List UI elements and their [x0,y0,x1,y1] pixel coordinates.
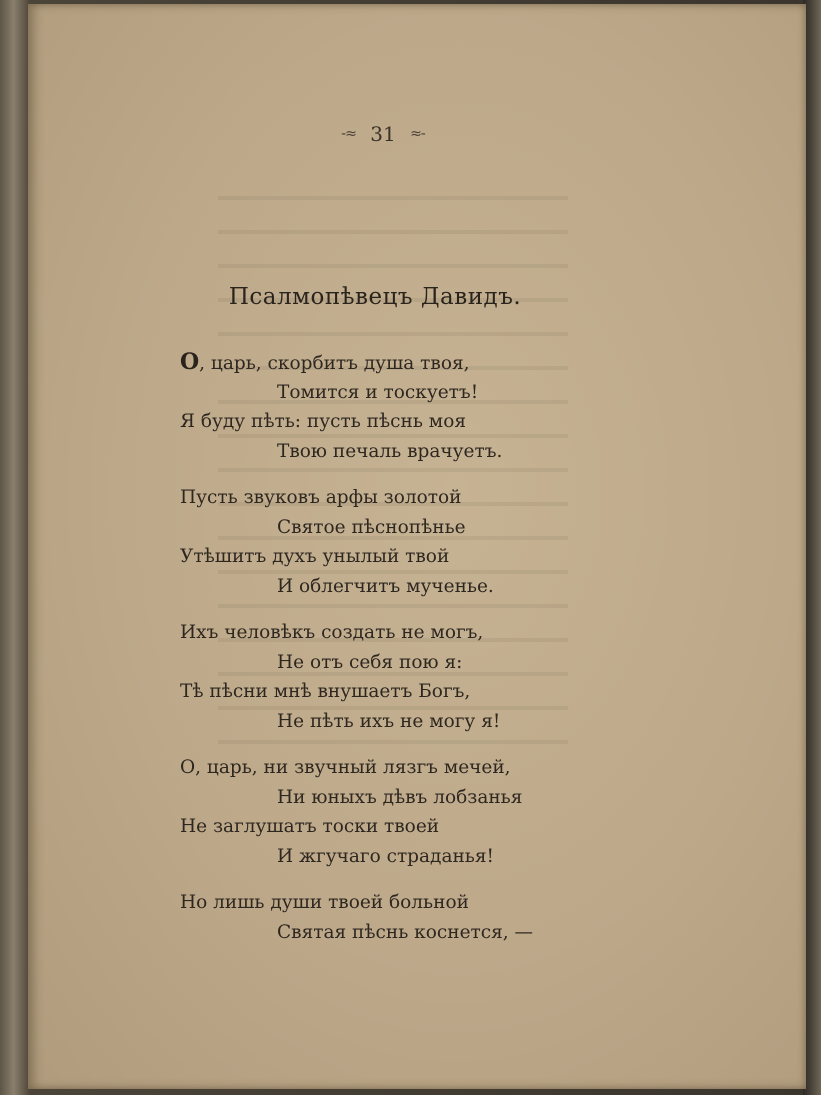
page-number-header [28,122,738,146]
poem-line: Не заглушатъ тоски твоей [180,816,440,837]
book-page [28,4,806,1089]
poem-line: Пусть звуковъ арфы золотой [180,487,462,508]
poem-line: Тѣ пѣсни мнѣ внушаетъ Богъ, [180,681,471,702]
right-ornament-icon: ≈- [410,126,425,142]
line-text: , царь, скорбитъ душа твоя, [199,353,470,374]
poem-line: Не отъ себя пою я: [277,651,463,673]
poem-line [180,348,600,378]
poem-body [180,348,600,964]
poem-line: Утѣшитъ духъ унылый твой [180,546,450,567]
poem-line: Святое пѣснопѣнье [277,516,466,538]
poem-line: Я буду пѣть: пусть пѣснь моя [180,411,467,432]
poem-line: И жгучаго страданья! [277,845,494,867]
left-ornament-icon: -≈ [341,126,356,142]
poem-line: Но лишь души твоей больной [180,892,469,913]
stanza-1 [180,348,600,466]
poem-line: Святая пѣснь коснется, — [277,921,534,943]
poem-line: Ни юныхъ дѣвъ лобзанья [277,786,523,808]
stanza-2 [180,483,600,601]
page-number: 31 [370,122,396,146]
stanza-3 [180,618,600,736]
poem-line: Ихъ человѣкъ создать не могъ, [180,622,484,643]
stanza-5 [180,888,600,947]
facing-page-edge [0,0,30,1095]
poem-line: Твою печаль врачуетъ. [277,440,503,462]
poem-line: И облегчитъ мученье. [277,575,494,597]
poem-line: О, царь, ни звучный лязгъ мечей, [180,757,511,778]
poem-line: Не пѣть ихъ не могу я! [277,710,501,732]
stanza-4 [180,753,600,871]
drop-cap: О [180,349,200,375]
poem-title: Псалмопѣвецъ Давидъ. [228,284,522,310]
poem-line: Томится и тоскуетъ! [277,381,479,403]
